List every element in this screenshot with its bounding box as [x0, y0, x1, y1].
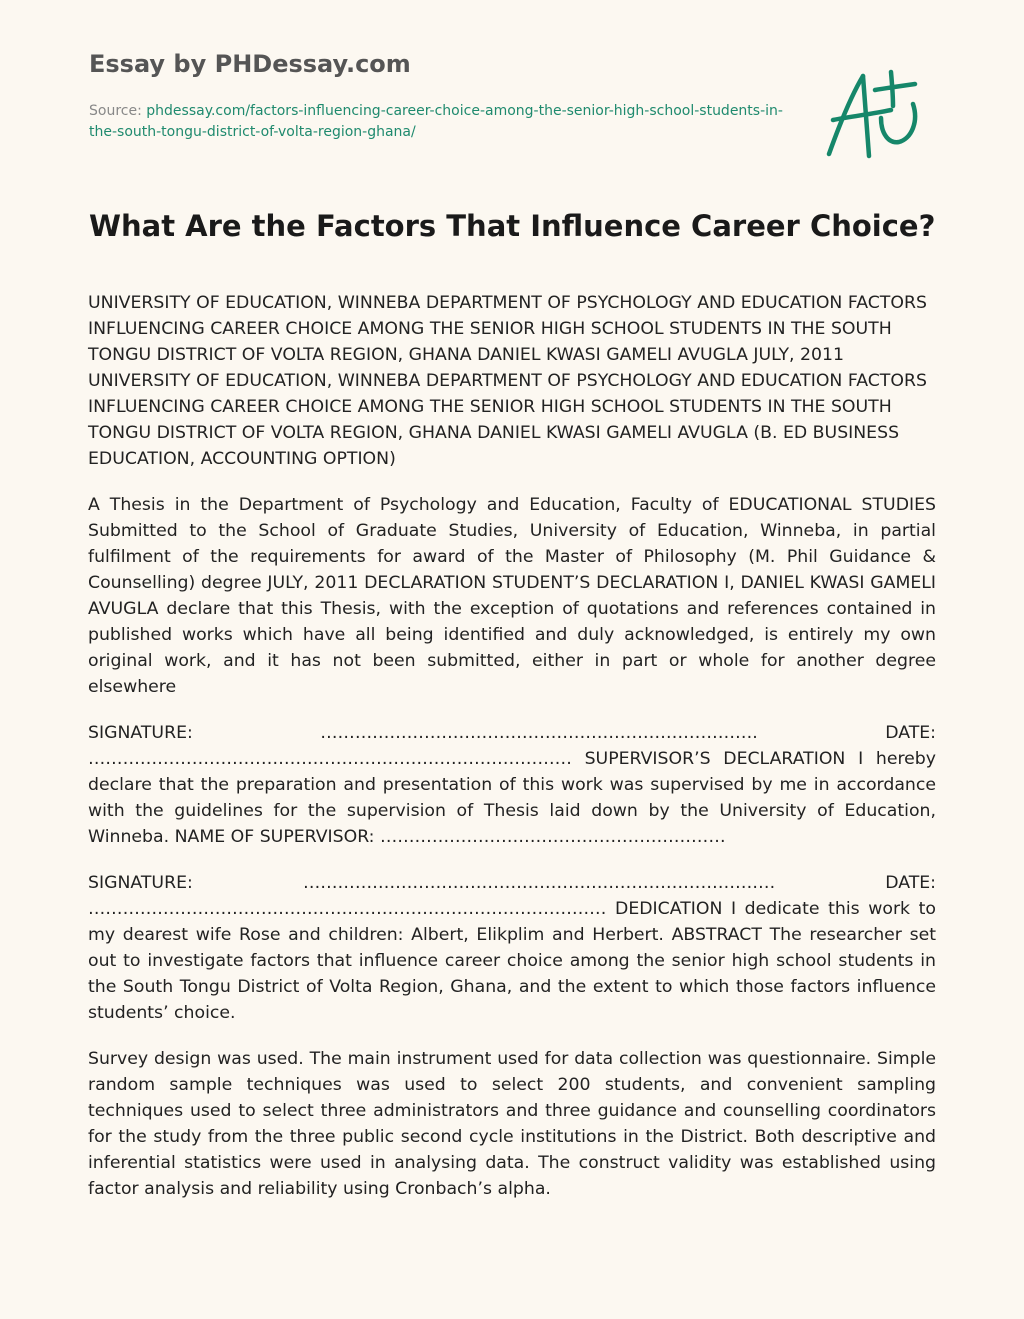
source-line	[89, 101, 789, 143]
source-link[interactable]: phdessay.com/factors-influencing-career-choice-among-the-senior-high-school-students-in-the-south-tongu-district-of-volta-region-ghana/	[89, 103, 783, 140]
paragraph-dedication-abstract: SIGNATURE: ………………………………………………………………………. DATE: ……………………………………………………………………………… DEDICATION I dedicate this work to my dearest wife Rose and children: Albert, Elikplim and Herbert. ABSTRACT The researcher set out to investigate factors that influence career choice among the senior high school students in the South Tongu District of Volta Region, Ghana, and the extent to which those factors influence students’ choice.	[88, 873, 936, 1023]
page-title: What Are the Factors That Influence Career Choice?	[89, 209, 936, 243]
source-label: Source:	[89, 103, 147, 119]
a-plus-logo-icon	[823, 64, 931, 164]
paragraph-thesis-declaration: A Thesis in the Department of Psychology and Education, Faculty of EDUCATIONAL STUDIES Submitted to the School of Graduate Studies, University of Education, Winneba, in partial fulfilment of the requirements for award of the Master of Philosophy (M. Phil Guidance & Counselling) degree JULY, 2011 DECLARATION STUDENT’S DECLARATION I, DANIEL KWASI GAMELI AVUGLA declare that this Thesis, with the exception of quotations and references contained in published works which have all being identified and duly acknowledged, is entirely my own original work, and it has not been submitted, either in part or whole for another degree elsewhere	[88, 495, 936, 697]
paragraph-title-block: UNIVERSITY OF EDUCATION, WINNEBA DEPARTMENT OF PSYCHOLOGY AND EDUCATION FACTORS INFLUENCING CAREER CHOICE AMONG THE SENIOR HIGH SCHOOL STUDENTS IN THE SOUTH TONGU DISTRICT OF VOLTA REGION, GHANA DANIEL KWASI GAMELI AVUGLA JULY, 2011 UNIVERSITY OF EDUCATION, WINNEBA DEPARTMENT OF PSYCHOLOGY AND EDUCATION FACTORS INFLUENCING CAREER CHOICE AMONG THE SENIOR HIGH SCHOOL STUDENTS IN THE SOUTH TONGU DISTRICT OF VOLTA REGION, GHANA DANIEL KWASI GAMELI AVUGLA (B. ED BUSINESS EDUCATION, ACCOUNTING OPTION)	[88, 293, 927, 469]
paragraph-supervisor-declaration: SIGNATURE: …………………………………………………………………. DATE: ………………………………………………………………………… SUPERVISOR’S DECLARATION I hereby declare that the preparation and presentation of this work was supervised by me in accordance with the guidelines for the supervision of Thesis laid down by the University of Education, Winneba. NAME OF SUPERVISOR: ……………………………………………………	[88, 723, 936, 847]
site-brand: Essay by PHDessay.com	[89, 50, 411, 78]
paragraph-methodology: Survey design was used. The main instrument used for data collection was questionnaire. Simple random sample techniques was used to select 200 students, and convenient sampling techniques used to select three administrators and three guidance and counselling coordinators for the study from the three public second cycle institutions in the District. Both descriptive and inferential statistics were used in analysing data. The construct validity was established using factor analysis and reliability using Cronbach’s alpha.	[88, 1049, 936, 1199]
essay-body	[88, 290, 936, 1222]
